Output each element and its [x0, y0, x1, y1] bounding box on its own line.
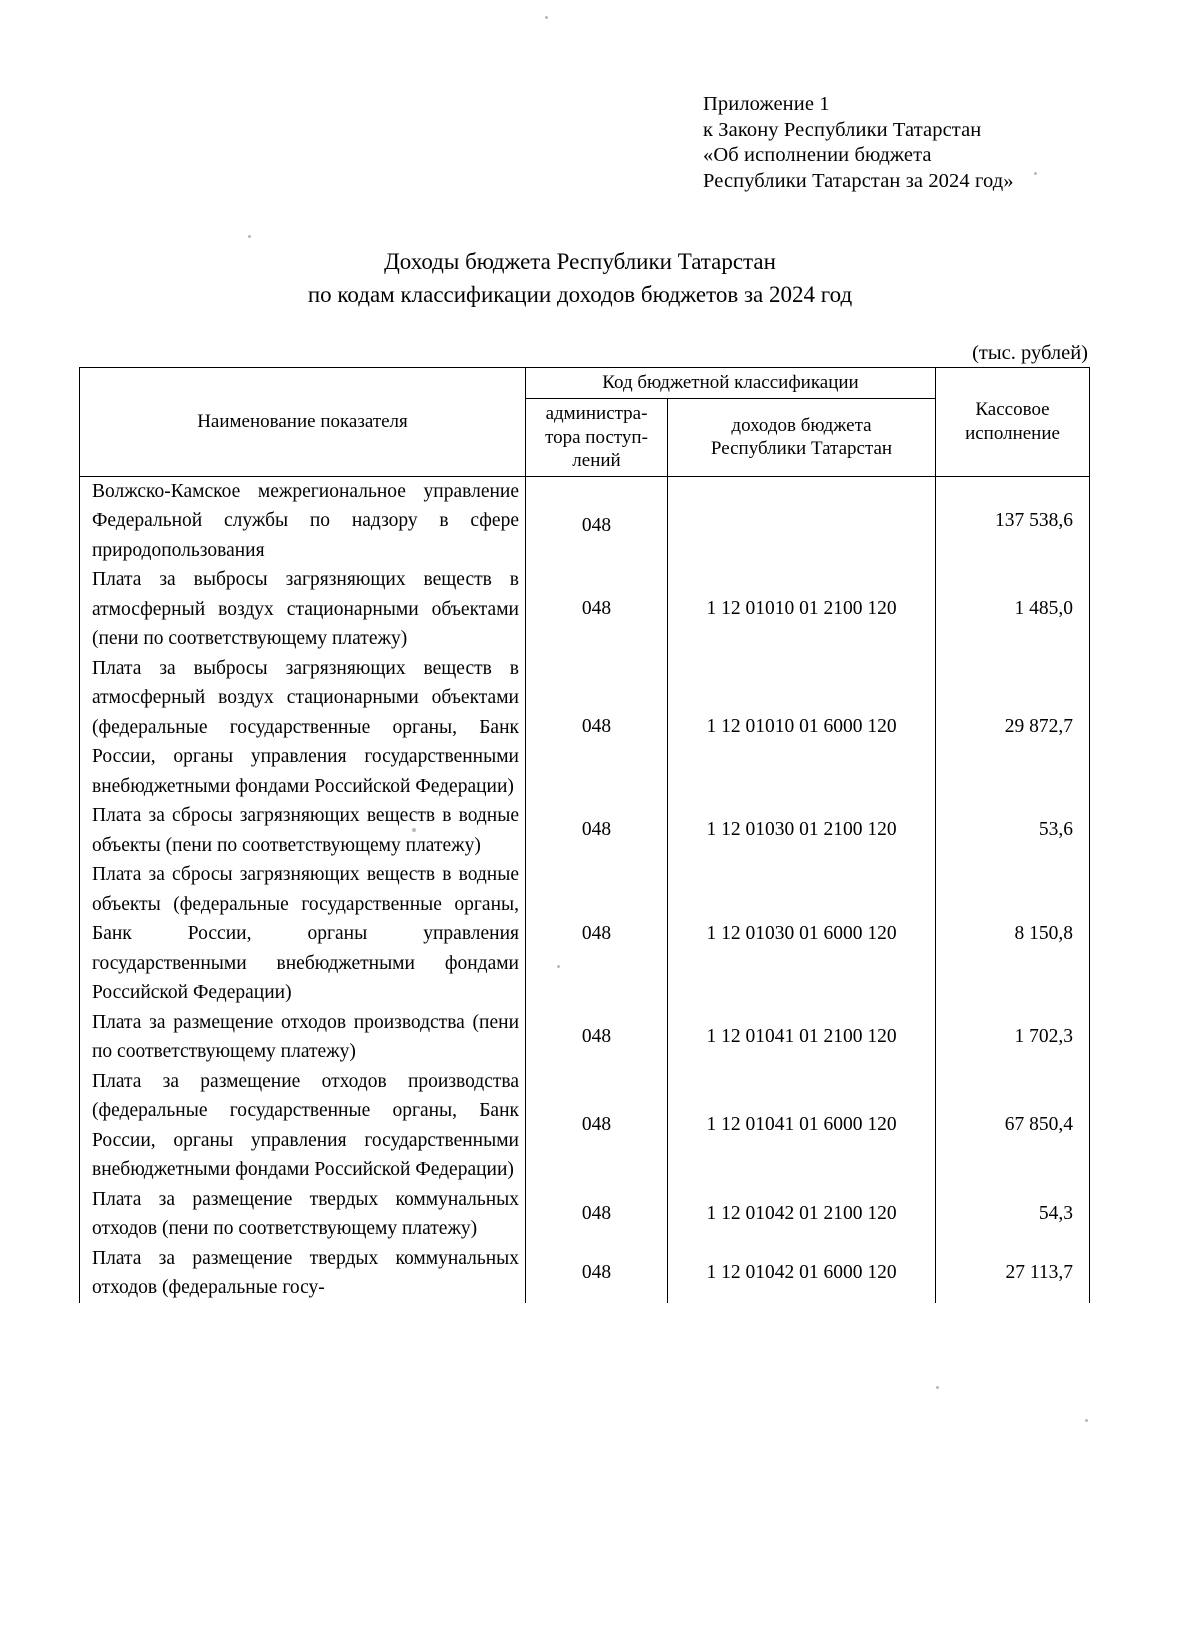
column-header-income-code-line-1: доходов бюджета [731, 414, 872, 436]
table-row [80, 1244, 1090, 1303]
cell-cash-execution: 53,6 [936, 801, 1090, 860]
cell-indicator-name: Плата за размещение твердых коммунальных отходов (пени по соответствующему платежу) [80, 1185, 526, 1244]
column-header-administrator-line-3: лений [572, 450, 621, 471]
cell-cash-execution: 54,3 [936, 1185, 1090, 1244]
column-header-indicator-name: Наименование показателя [80, 368, 526, 477]
cell-indicator-name: Плата за размещение твердых коммунальных отходов (федеральные госу- [80, 1244, 526, 1303]
cell-cash-execution: 8 150,8 [936, 860, 1090, 1008]
cell-administrator-code: 048 [526, 1185, 668, 1244]
column-header-administrator [526, 399, 668, 477]
table-row [80, 565, 1090, 654]
cell-income-code: 1 12 01010 01 2100 120 [668, 565, 936, 654]
column-header-administrator-line-2: тора поступ- [545, 426, 648, 448]
table-row [80, 1185, 1090, 1244]
cell-administrator-code: 048 [526, 565, 668, 654]
appendix-line-2: к Закону Республики Татарстан [703, 118, 982, 141]
column-header-budget-classification-code: Код бюджетной классификации [526, 368, 936, 399]
appendix-line-3: «Об исполнении бюджета [703, 144, 932, 166]
column-header-cash-execution [936, 368, 1090, 477]
cell-administrator-code: 048 [526, 1244, 668, 1303]
table-row [80, 860, 1090, 1008]
column-header-income-code-line-2: Республики Татарстан [710, 438, 893, 460]
cell-income-code: 1 12 01010 01 6000 120 [668, 654, 936, 802]
cell-cash-execution: 27 113,7 [936, 1244, 1090, 1303]
table-row [80, 801, 1090, 860]
table-body [80, 476, 1090, 1303]
cell-cash-execution: 137 538,6 [936, 476, 1090, 565]
cell-income-code: 1 12 01030 01 2100 120 [668, 801, 936, 860]
cell-income-code: 1 12 01030 01 6000 120 [668, 860, 936, 1008]
budget-revenue-table [79, 367, 1090, 1303]
table-header-row-1 [80, 368, 1090, 399]
cell-cash-execution: 1 702,3 [936, 1008, 1090, 1067]
cell-cash-execution: 29 872,7 [936, 654, 1090, 802]
scan-artifact [248, 235, 251, 238]
cell-income-code: 1 12 01041 01 2100 120 [668, 1008, 936, 1067]
cell-income-code: 1 12 01041 01 6000 120 [668, 1067, 936, 1185]
cell-indicator-name: Плата за выбросы загрязняющих веществ в атмосферный воздух стационарными объектами (федеральные государственные органы, Банк России, органы управления государственными внебюджетными фондами Российской Федерации) [80, 654, 526, 802]
cell-indicator-name: Плата за размещение отходов производства (пени по соответствующему платежу) [80, 1008, 526, 1067]
units-note: (тыс. рублей) [972, 342, 1088, 364]
cell-administrator-code: 048 [526, 860, 668, 1008]
scan-artifact [936, 1386, 939, 1389]
appendix-reference [703, 92, 1123, 194]
column-header-administrator-line-1: администра- [545, 403, 648, 424]
page-title [0, 245, 1160, 311]
scan-artifact [545, 16, 548, 19]
page-title-line-1: Доходы бюджета Республики Татарстан [384, 249, 776, 274]
cell-administrator-code: 048 [526, 654, 668, 802]
table-row [80, 476, 1090, 565]
cell-administrator-code: 048 [526, 1067, 668, 1185]
column-header-cash-execution-line-1: Кассовое [975, 399, 1050, 421]
cell-income-code: 1 12 01042 01 6000 120 [668, 1244, 936, 1303]
cell-cash-execution: 67 850,4 [936, 1067, 1090, 1185]
cell-administrator-code: 048 [526, 476, 668, 565]
cell-income-code [668, 476, 936, 565]
appendix-line-1: Приложение 1 [703, 93, 830, 115]
column-header-cash-execution-line-2: исполнение [965, 422, 1060, 444]
cell-income-code: 1 12 01042 01 2100 120 [668, 1185, 936, 1244]
table-row [80, 1008, 1090, 1067]
table-row [80, 1067, 1090, 1185]
column-header-income-code [668, 399, 936, 477]
cell-indicator-name: Плата за размещение отходов производства (федеральные государственные органы, Банк России, органы управления государственными внебюджетными фондами Российской Федерации) [80, 1067, 526, 1185]
cell-indicator-name: Плата за сбросы загрязняющих веществ в водные объекты (пени по соответствующему платежу) [80, 801, 526, 860]
cell-indicator-name: Волжско-Камское межрегиональное управление Федеральной службы по надзору в сфере природопользования [80, 476, 526, 565]
cell-cash-execution: 1 485,0 [936, 565, 1090, 654]
table-header [80, 368, 1090, 477]
cell-indicator-name: Плата за выбросы загрязняющих веществ в атмосферный воздух стационарными объектами (пени по соответствующему платежу) [80, 565, 526, 654]
cell-administrator-code: 048 [526, 801, 668, 860]
cell-administrator-code: 048 [526, 1008, 668, 1067]
table-row [80, 654, 1090, 802]
appendix-line-4: Республики Татарстан за 2024 год» [703, 169, 1014, 192]
scan-artifact [1085, 1419, 1088, 1422]
page-title-line-2: по кодам классификации доходов бюджетов за 2024 год [307, 282, 853, 307]
cell-indicator-name: Плата за сбросы загрязняющих веществ в водные объекты (федеральные государственные органы, Банк России, органы управления государственными внебюджетными фондами Российской Федерации) [80, 860, 526, 1008]
